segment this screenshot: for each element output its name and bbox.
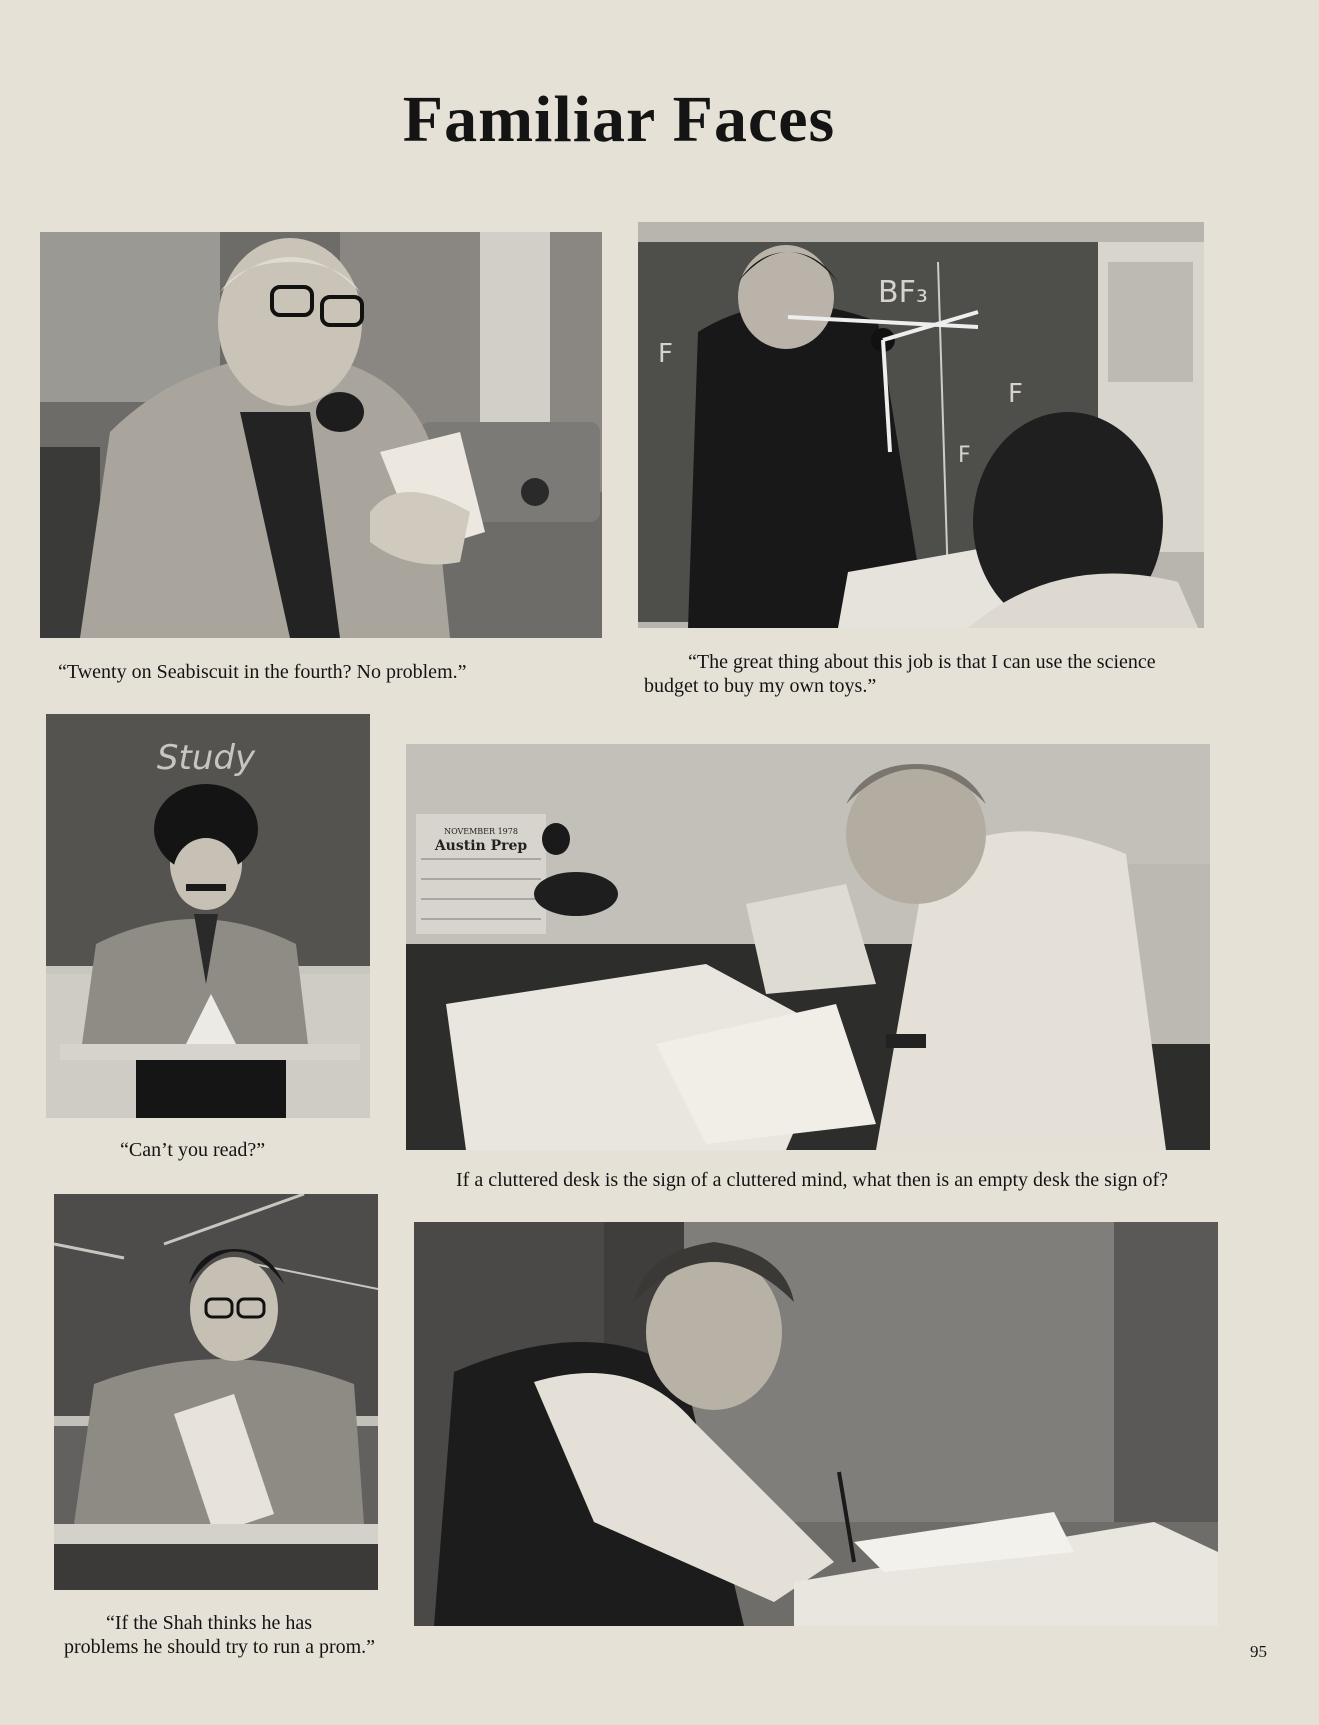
page-number: 95 xyxy=(1250,1642,1267,1661)
photo-teacher-on-phone xyxy=(40,232,602,638)
photo-cluttered-desk xyxy=(406,744,1210,1150)
photo-reading-teacher-image xyxy=(54,1194,378,1590)
photo-teacher-on-phone-image xyxy=(40,232,602,638)
caption-desk: If a cluttered desk is the sign of a cluttered mind, what then is an empty desk the sign of? xyxy=(456,1169,1169,1191)
board-text-f1: F xyxy=(1008,379,1023,409)
board-text-f2: F xyxy=(658,339,673,369)
calendar-month: NOVEMBER 1978 xyxy=(444,827,518,836)
calendar-title: Austin Prep xyxy=(434,838,528,854)
photo-study-teacher-image xyxy=(46,714,370,1118)
photo-reading-teacher xyxy=(54,1194,378,1590)
photo-writing-teacher xyxy=(414,1222,1218,1626)
board-text-study: Study xyxy=(156,738,256,778)
caption-phone: “Twenty on Seabiscuit in the fourth? No problem.” xyxy=(58,661,467,683)
photo-writing-teacher-image xyxy=(414,1222,1218,1626)
photo-study-teacher xyxy=(46,714,370,1118)
photo-chemistry-teacher xyxy=(638,222,1204,628)
page-title: Familiar Faces xyxy=(402,83,836,156)
caption-chemistry: “The great thing about this job is that I can use the science budget to buy my own toys.” xyxy=(644,651,1156,697)
photo-cluttered-desk-image xyxy=(406,744,1210,1150)
board-text-f3: F xyxy=(958,443,971,468)
photo-chemistry-teacher-image xyxy=(638,222,1204,628)
caption-study: “Can’t you read?” xyxy=(120,1139,266,1161)
board-text-bf3: BF₃ xyxy=(878,275,928,310)
caption-reading: “If the Shah thinks he has problems he should try to run a prom.” xyxy=(64,1612,376,1658)
